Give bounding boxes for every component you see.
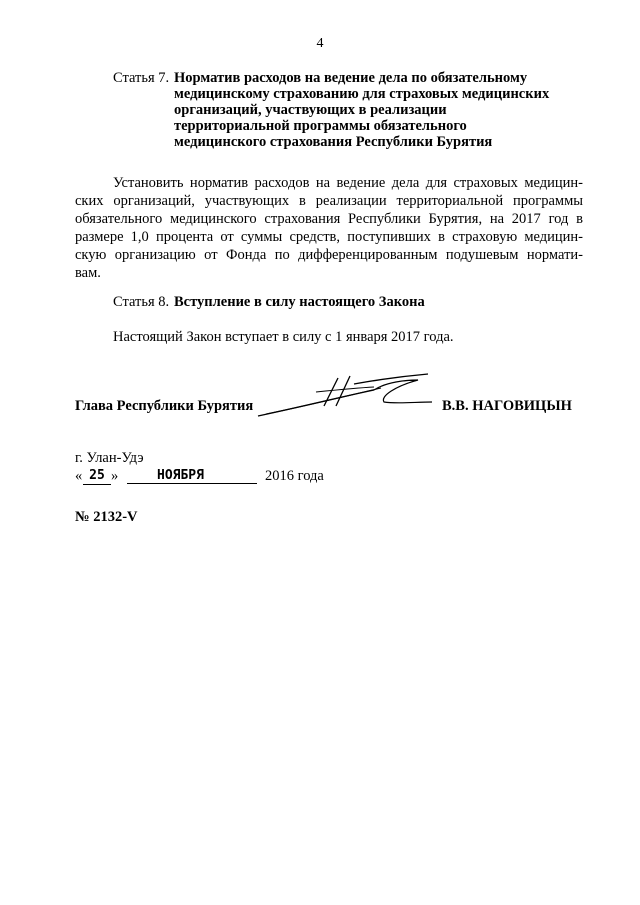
law-number: № 2132-V <box>75 509 138 525</box>
article-7-title-line: Норматив расходов на ведение дела по обязательному <box>174 70 528 86</box>
signatory-name: В.В. НАГОВИЦЫН <box>442 398 572 414</box>
article-7-heading <box>113 70 593 150</box>
article-8-body: Настоящий Закон вступает в силу с 1 января 2017 года. <box>113 329 454 345</box>
article-7-body <box>75 174 583 282</box>
date-year: 2016 года <box>265 468 324 484</box>
date-quote-close: » <box>111 468 119 484</box>
date-quote-open: « <box>75 468 83 484</box>
date-day: 25 <box>83 468 111 485</box>
article-7-body-line: скую организацию от Фонда по дифференцированным подушевым нормати- <box>75 247 583 263</box>
article-7-title-line: территориальной программы обязательного <box>174 118 467 134</box>
article-8-heading <box>113 294 593 310</box>
article-8-prefix: Статья 8. <box>113 294 170 310</box>
article-7-title-line: организаций, участвующих в реализации <box>174 102 447 118</box>
article-7-body-line: Установить норматив расходов на ведение дела для страховых медицин- <box>113 175 583 191</box>
page-number: 4 <box>316 36 324 51</box>
signing-date <box>75 468 375 488</box>
handwritten-signature <box>256 370 436 420</box>
article-7-title-line: медицинского страхования Республики Бурятия <box>174 134 493 150</box>
article-7-prefix: Статья 7. <box>113 70 170 86</box>
place-of-signing: г. Улан-Удэ <box>75 450 144 466</box>
article-8-title: Вступление в силу настоящего Закона <box>174 294 425 310</box>
article-7-title-line: медицинскому страхованию для страховых медицинских <box>174 86 550 102</box>
article-7-body-line: вам. <box>75 265 101 281</box>
date-month: НОЯБРЯ <box>127 468 257 484</box>
signatory-position: Глава Республики Бурятия <box>75 398 254 414</box>
article-7-body-line: ских организаций, участвующих в реализации территориальной программы <box>75 193 583 209</box>
article-7-body-line: обязательного медицинского страхования Республики Бурятия, на 2017 год в <box>75 211 583 227</box>
article-7-body-line: размере 1,0 процента от суммы средств, поступивших в страховую медицин- <box>75 229 583 245</box>
